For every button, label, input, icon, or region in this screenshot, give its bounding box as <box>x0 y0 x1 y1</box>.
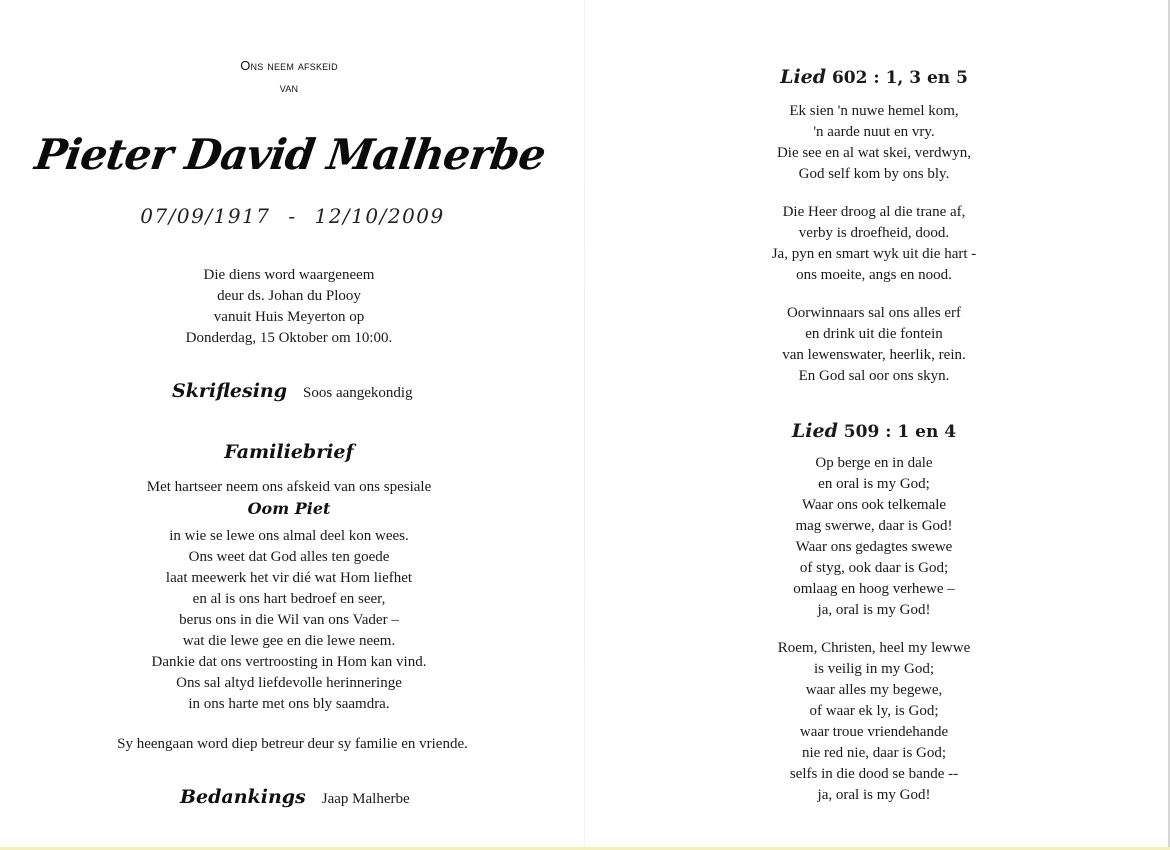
letter-line: laat meewerk het vir dié wat Hom liefhet <box>165 570 413 586</box>
verse-line: of waar ek ly, is God; <box>809 703 939 719</box>
verse-line: Ja, pyn en smart wyk uit die hart - <box>771 246 977 262</box>
scripture-text: Soos aangekondig <box>303 385 413 401</box>
verse-line: Die Heer droog al die trane af, <box>782 204 966 220</box>
verse-line: Die see en al wat skei, verdwyn, <box>776 145 972 161</box>
intro-text: Ons neem afskeid <box>240 58 338 73</box>
verse-line: waar troue vriendehande <box>799 724 949 740</box>
family-name: Oom Piet <box>247 499 331 518</box>
hymn-2-verse-2 <box>585 638 1163 806</box>
letter-line: Ons weet dat God alles ten goede <box>188 549 390 565</box>
verse-line: nie red nie, daar is God; <box>801 745 947 761</box>
intro-line-2: van <box>279 80 299 95</box>
family-intro: Met hartseer neem ons afskeid van ons spesiale <box>146 479 432 495</box>
life-dates <box>0 204 585 228</box>
verse-line: verby is droefheid, dood. <box>798 225 950 241</box>
scripture-row <box>172 380 413 402</box>
letter-line: wat die lewe gee en die lewe neem. <box>182 633 396 649</box>
letter-line: in wie se lewe ons almal deel kon wees. <box>169 528 409 544</box>
hymn-1-ref: 602 : 1, 3 en 5 <box>831 68 968 88</box>
hymn-1-verse-2 <box>585 202 1163 286</box>
verse-line: mag swerwe, daar is God! <box>795 518 953 534</box>
verse-line: Roem, Christen, heel my lewwe <box>777 640 971 656</box>
verse-line: is veilig in my God; <box>814 661 934 677</box>
scripture-heading: Skriflesing <box>172 380 288 402</box>
thanks-row <box>180 786 410 808</box>
thanks-text: Jaap Malherbe <box>321 791 410 807</box>
verse-line: selfs in die dood se bande -- <box>789 766 959 782</box>
hymn-2-ref: 509 : 1 en 4 <box>843 422 957 442</box>
date-separator: - <box>288 204 297 228</box>
verse-line: en oral is my God; <box>818 476 930 492</box>
intro-line-1 <box>0 58 578 73</box>
service-line: Die diens word waargeneem <box>203 267 375 283</box>
letter-line: Dankie dat ons vertroosting in Hom kan vind. <box>151 654 427 670</box>
verse-line: of styg, ook daar is God; <box>799 560 949 576</box>
verse-line: ja, oral is my God! <box>817 787 931 803</box>
letter-line: berus ons in die Wil van ons Vader – <box>179 612 399 628</box>
verse-line: ons moeite, angs en nood. <box>796 267 952 283</box>
verse-line: 'n aarde nuut en vry. <box>813 124 935 140</box>
date-died: 12/10/2009 <box>314 204 445 228</box>
service-line: Donderdag, 15 Oktober om 10:00. <box>185 330 393 346</box>
verse-line: van lewenswater, heerlik, rein. <box>782 347 966 363</box>
verse-line: Waar ons gedagtes swewe <box>795 539 953 555</box>
verse-line: ja, oral is my God! <box>817 602 931 618</box>
hymn-1-word: Lied <box>780 66 827 88</box>
verse-line: Ek sien 'n nuwe hemel kom, <box>789 103 959 119</box>
hymn-2-word: Lied <box>791 420 838 442</box>
verse-line: Op berge en in dale <box>815 455 933 471</box>
verse-line: En God sal oor ons skyn. <box>798 368 950 384</box>
verse-line: waar alles my begewe, <box>805 682 943 698</box>
hymn-1-verse-1 <box>585 101 1163 185</box>
thanks-heading: Bedankings <box>180 786 306 808</box>
hymn-1-verse-3 <box>585 303 1163 387</box>
letter-line: en al is ons hart bedroef en seer, <box>192 591 386 607</box>
mourned-line: Sy heengaan word diep betreur deur sy familie en vriende. <box>117 736 468 752</box>
verse-line: Oorwinnaars sal ons alles erf <box>786 305 962 321</box>
hymn-1-heading <box>585 66 1163 88</box>
service-info <box>0 265 578 349</box>
verse-line: en drink uit die fontein <box>805 326 943 342</box>
family-letter-body <box>0 526 578 715</box>
date-born: 07/09/1917 <box>140 204 271 228</box>
right-page <box>585 0 1170 850</box>
family-letter-heading: Familiebrief <box>224 441 354 463</box>
verse-line: God self kom by ons bly. <box>798 166 950 182</box>
verse-line: Waar ons ook telkemale <box>801 497 947 513</box>
hymn-2-verse-1 <box>585 453 1163 621</box>
verse-line: omlaag en hoog verhewe – <box>793 581 955 597</box>
deceased-name: Pieter David Malherbe <box>31 130 549 179</box>
hymn-2-heading <box>585 420 1163 442</box>
letter-line: in ons harte met ons bly saamdra. <box>188 696 390 712</box>
letter-line: Ons sal altyd liefdevolle herinneringe <box>176 675 402 691</box>
service-line: vanuit Huis Meyerton op <box>213 309 365 325</box>
service-line: deur ds. Johan du Plooy <box>217 288 361 304</box>
